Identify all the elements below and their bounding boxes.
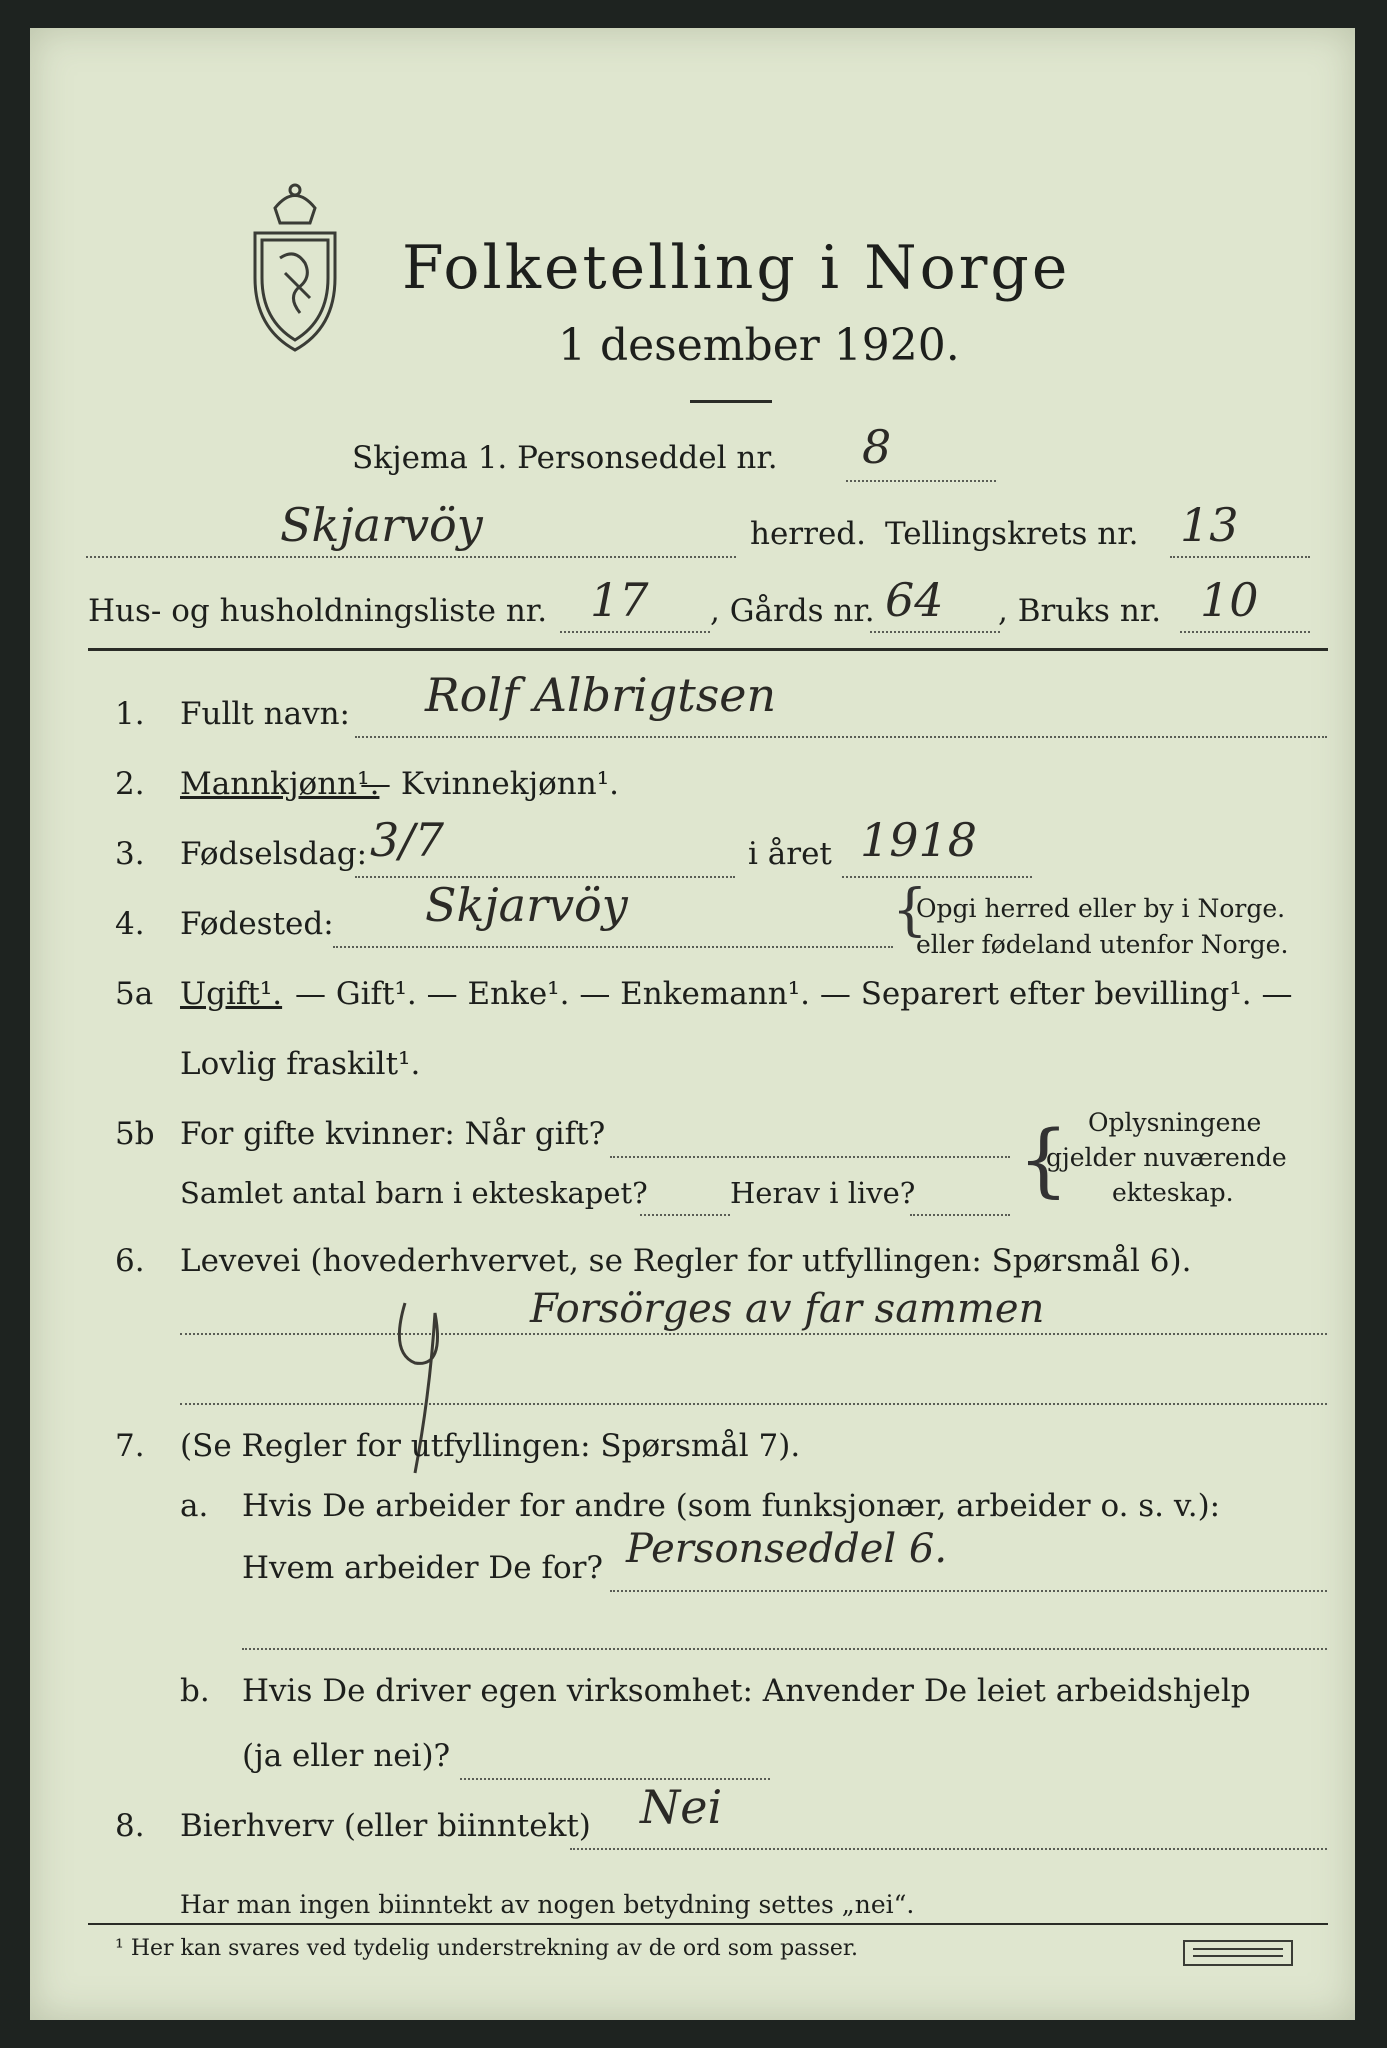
q2-rest: — Kvinnekjønn¹. — [360, 766, 619, 802]
q5b-line-2: Samlet antal barn i ekteskapet? — [180, 1176, 648, 1210]
bruks-line — [1180, 631, 1310, 633]
q5b-note-1: Oplysningene — [1088, 1108, 1262, 1137]
q4-brace: { — [892, 878, 928, 943]
q7-number: 7. — [115, 1428, 145, 1464]
q5a-ugift: Ugift¹. — [180, 976, 283, 1012]
q5b-live: Herav i live? — [730, 1176, 916, 1210]
bruks-nr: 10 — [1200, 573, 1259, 627]
printer-stamp-icon — [1183, 1940, 1293, 1966]
q3-number: 3. — [115, 836, 145, 872]
q7b-letter: b. — [180, 1673, 210, 1709]
form-title: Folketelling i Norge — [402, 233, 1071, 303]
q7b-label: Hvis De driver egen virksomhet: Anvender De leiet arbeidshjelp — [242, 1673, 1251, 1709]
title-divider — [690, 400, 772, 403]
q6-line-1 — [180, 1333, 1327, 1335]
coat-of-arms-icon — [240, 178, 350, 358]
q6-line-2 — [180, 1403, 1327, 1405]
q5b-note-2: gjelder nuværende — [1046, 1143, 1287, 1172]
gards-line — [870, 631, 1000, 633]
q2-number: 2. — [115, 766, 145, 802]
herred-label: herred. — [750, 516, 866, 552]
personseddel-line — [846, 480, 996, 482]
footer-rule — [88, 1923, 1328, 1925]
q4-note-2: eller fødeland utenfor Norge. — [916, 930, 1289, 959]
q3-label: Fødselsdag: — [180, 836, 368, 872]
q3-year: 1918 — [860, 813, 978, 867]
census-form — [30, 28, 1355, 2020]
q7a-letter: a. — [180, 1488, 209, 1524]
q6-label: Levevei (hovederhvervet, se Regler for utfyllingen: Spørsmål 6). — [180, 1243, 1192, 1279]
q5b-barn-line — [640, 1214, 730, 1216]
note-nei: Har man ingen biinntekt av nogen betydning settes „nei“. — [180, 1890, 915, 1919]
q1-label: Fullt navn: — [180, 696, 350, 732]
q4-line — [333, 946, 893, 948]
q7a-line-2: Hvem arbeider De for? — [242, 1550, 604, 1586]
herred-line — [86, 556, 736, 558]
q7a-line-extra — [242, 1648, 1327, 1650]
hus-label: Hus- og husholdningsliste nr. — [88, 593, 548, 629]
q3-year-line — [842, 876, 1032, 878]
q7a-label: Hvis De arbeider for andre (som funksjonær, arbeider o. s. v.): — [242, 1488, 1221, 1524]
census-date: 1 desember 1920. — [558, 320, 960, 371]
q5b-line — [610, 1156, 1010, 1158]
q5a-line-2: Lovlig fraskilt¹. — [180, 1046, 421, 1082]
q7a-value: Personseddel 6. — [626, 1526, 948, 1572]
q8-number: 8. — [115, 1808, 145, 1844]
herred-value: Skjarvöy — [280, 498, 483, 552]
q5b-label: For gifte kvinner: Når gift? — [180, 1116, 606, 1152]
q5a-number: 5a — [115, 976, 154, 1012]
q3-value: 3/7 — [370, 813, 445, 867]
gards-nr: 64 — [885, 573, 944, 627]
hus-line — [560, 631, 710, 633]
q5b-note-3: ekteskap. — [1112, 1178, 1234, 1207]
q4-number: 4. — [115, 906, 145, 942]
q1-value: Rolf Albrigtsen — [425, 668, 777, 722]
q8-value: Nei — [640, 1780, 723, 1834]
q6-value: Forsörges av far sammen — [530, 1286, 1045, 1332]
q8-label: Bierhverv (eller biinntekt) — [180, 1808, 591, 1844]
gards-label: , Gårds nr. — [710, 593, 875, 629]
personseddel-nr: 8 — [862, 420, 892, 474]
tellingskrets-line — [1170, 556, 1310, 558]
q6-number: 6. — [115, 1243, 145, 1279]
q4-note-1: Opgi herred eller by i Norge. — [916, 894, 1286, 923]
q3-year-label: i året — [748, 836, 832, 872]
hus-nr: 17 — [590, 573, 649, 627]
bruks-label: , Bruks nr. — [998, 593, 1162, 629]
q5b-live-line — [910, 1214, 1010, 1216]
footnote: ¹ Her kan svares ved tydelig understrekning av de ord som passer. — [115, 1936, 858, 1961]
q1-line — [355, 736, 1327, 738]
q5a-options: — Gift¹. — Enke¹. — Enkemann¹. — Separert efter bevilling¹. — — [295, 976, 1293, 1012]
q1-number: 1. — [115, 696, 145, 732]
header-rule — [88, 648, 1328, 651]
q7-label: (Se Regler for utfyllingen: Spørsmål 7). — [180, 1428, 801, 1464]
q2-male: Mannkjønn¹. — [180, 766, 380, 802]
skjema-label: Skjema 1. Personseddel nr. — [352, 440, 778, 476]
q4-value: Skjarvöy — [425, 878, 628, 932]
q7b-line — [460, 1778, 770, 1780]
q8-line — [570, 1848, 1327, 1850]
q7b-line-2: (ja eller nei)? — [242, 1738, 451, 1774]
tellingskrets-label: Tellingskrets nr. — [885, 516, 1139, 552]
tellingskrets-nr: 13 — [1180, 498, 1239, 552]
q5b-number: 5b — [115, 1116, 155, 1152]
q7a-line — [610, 1590, 1327, 1592]
q5b-brace: { — [1018, 1113, 1069, 1206]
q4-label: Fødested: — [180, 906, 334, 942]
